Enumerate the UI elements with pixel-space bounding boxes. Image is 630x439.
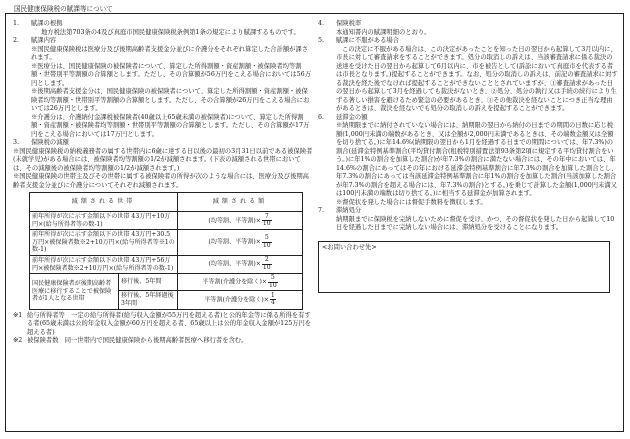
fraction-denominator: 10 (262, 220, 271, 228)
section-2-note: ※国民健康保険税は医療分及び後期高齢者支援金分並びに介護分をそれぞれ算定した合計額が課されます。 (31, 45, 309, 61)
section-number: 1. (13, 20, 20, 27)
section-4-body: 本通知書内の賦課明細のとおり。 (336, 28, 431, 36)
footnote-text: 給与所得者等 一定の給与所得者(給与収入金額が55万円を超える者)と公的年金等に係る所得を有する者(65歳未満は公的年金収入金額が60万円を超える者、65歳以上は公的年金収入金額が125万円を超える者) (27, 311, 312, 336)
section-6-note: ※督促状を発した場合には督促手数料を徴収します。 (336, 198, 487, 206)
table-row (30, 274, 303, 291)
section-5-heading (318, 37, 618, 46)
amount-text: (均等割、平等割)× (208, 239, 261, 247)
section-1-heading (13, 20, 313, 29)
table-header-row (30, 193, 303, 212)
footnote-2 (13, 337, 313, 346)
table-cell-period: 移行後、5年間 (119, 274, 178, 291)
section-2-note: ※医療分は、国民健康保険の被保険者について、算定した所得割額・資産割額・被保険者均等割額・世帯別平等割額の合算額とします。ただし、その合算額が56万円をこえる場合においては56万円とします。 (31, 62, 311, 87)
section-title: 保険税の減額 (31, 139, 69, 146)
section-title: 賦課の根拠 (31, 20, 63, 27)
section-6-heading (318, 114, 618, 123)
amount-text: 平等割(介護分を除く)× (204, 296, 269, 304)
table-cell-amount (178, 255, 303, 273)
section-number: 3. (13, 139, 20, 146)
footnote-key: ※1 (13, 311, 23, 319)
fraction (262, 235, 272, 249)
table-row (30, 255, 303, 273)
section-number: 2. (13, 37, 20, 44)
fraction (262, 214, 272, 228)
section-6-body: ※納期限までに納付されていない場合には、納期限の翌日から納付の日までの期間の日数に応じ税額(1,000円未満の端数があるとき、又は全額が2,000円未満であるときは、その端数金額又は全額を切り捨てる。)に年14.6%(納期限の翌日から1月を経過する日までの期間については、年7.3%)の割合(延滞金特例基準割合(平均貸付割合(租税特別措置法第93条第2項に規定する平均貸付割合をいう。)に年1%の割合を加算した割合)が年7.3%の割合に満たない場合には、その年中においては、年14.6%の割合にあってはその年における延滞金特例基準割合に年7.3%の割合を加算した割合とし、年7.3%の割合にあっては当該延滞金特例基準割合に年1%の割合を加算した割合(当該加算した割合が年7.3%の割合を超える場合には、年7.3%の割合)とする。)を乗じて計算した金額(1,000円未満又は100円未満の端数は切り捨てる。)に相当する延滞金が加算されます。 (336, 122, 618, 197)
fraction-denominator: 10 (262, 264, 271, 272)
contact-label: <お問い合わせ先> (322, 243, 377, 251)
amount-text: (均等割、平等割)× (208, 261, 261, 269)
section-4-heading (318, 20, 618, 29)
section-number: 4. (318, 20, 325, 27)
contact-box (318, 241, 610, 293)
fraction-numerator: 7 (262, 214, 272, 222)
table-cell-amount (178, 212, 303, 230)
table-cell-household: 前年所得が次に示す金額以下の世帯 43万円+10万円×(給与所得者等の数-1) (30, 212, 178, 230)
fraction-numerator: 5 (262, 235, 272, 243)
table-header-household: 減額される世帯 (30, 193, 178, 212)
section-2-heading (13, 37, 313, 46)
table-cell-household: 前年所得が次に示す金額以下の世帯 43万円+56万円×被保険者数※2+10万円×(給与所得者等の数-1) (30, 255, 178, 273)
section-2-note: ※後期高齢者支援金分は、国民健康保険の被保険者について、算定した所得割額・資産割額・被保険者均等割額・世帯別平等割額の合算額とします。ただし、その合算額が26万円をこえる場合においては26万円とします。 (31, 88, 310, 112)
section-number: 6. (318, 113, 325, 121)
section-number: 5. (318, 37, 325, 44)
table-row (30, 230, 303, 256)
section-title: 滞納処分 (336, 207, 362, 214)
section-1-body: 地方税法第703条の4及び真庭市国民健康保険税条例第1条の規定により賦課するものです。 (41, 28, 300, 36)
table-cell-household: 国民健康保険者が後期高齢者医療に移行することで被保険者が1人となる世帯 (30, 274, 119, 309)
footnote-1 (13, 312, 313, 338)
section-title: 延滞金の額 (336, 113, 368, 121)
notice-title: 国民健康保険税の賦課等について (14, 5, 113, 13)
section-title: 保険税率 (336, 20, 362, 27)
amount-text: 平等割(介護分を除く)× (202, 278, 267, 286)
fraction (262, 257, 272, 271)
section-3-heading (13, 139, 313, 148)
fraction-denominator: 10 (268, 281, 277, 289)
table-row (30, 212, 303, 230)
right-column (318, 20, 618, 293)
fraction-numerator: 1 (270, 291, 275, 299)
section-5-body: この決定に不服がある場合は、この決定があったことを知った日の翌日から起算して3月以内に、市長に対して審査請求をすることができます。処分の取消しの訴えは、当該審査請求に係る裁決の送達を受けた日の翌日から起算して6月以内に、市を被告として(訴訟において真庭市を代表する者は市長となります。)提起することができます。なお、処分の取消しの訴えは、前記の審査請求に対する裁決を経た後でなければ提起することができないこととされていますが、①審査請求があった日の翌日から起算して3月を経過しても裁決がないとき、②処分、処分の執行又は手続の続行により生ずる著しい損害を避けるため緊急の必要があるとき、③その他裁決を経ないことにつき正当な理由があるときは、裁決を経ないでも処分の取消しの訴えを提起することができます。 (336, 45, 618, 112)
section-number: 7. (318, 207, 325, 214)
section-3-note: ※国民健康保険の世帯主及びその世帯に属する被保険者の所得が次のような場合には、医療分及び後期高齢者支援金分並びに介護分についてそれぞれ減額されます。 (13, 173, 309, 189)
table-cell-amount (178, 291, 303, 309)
table-cell-period: 移行後、5年経過後3年間 (119, 291, 178, 309)
fraction-numerator: 5 (268, 275, 278, 283)
section-2-note: ※介護分は、介護納付金課税被保険者(40歳以上65歳未満の被保険者)について、算定した所得割額・資産割額・被保険者均等割額・世帯別平等割額の合算額とします。ただし、その合算額が17万円をこえる場合においては17万円とします。 (31, 113, 310, 138)
table-cell-amount (178, 230, 303, 256)
fraction (268, 275, 278, 289)
table-cell-amount (178, 274, 303, 291)
footnote-text: 被保険者数 同一世帯内で国民健康保険から後期高齢者医療へ移行者を含む。 (27, 337, 248, 345)
footnote-key: ※2 (13, 337, 23, 345)
section-3-note: ※国民健康保険税の納税義務者の属する世帯内に6歳に達する日以後の最初の3月31日以前である被保険者(未就学児)がある場合には、被保険者均等割額の1/2が減額されます。(下表の減額される世帯においては、その減額後の被保険者均等割額の1/2が減額されます。) (13, 147, 313, 172)
fraction-denominator: 10 (262, 242, 271, 250)
section-7-body: 納期限までに保険税を完納しないために督促を受け、かつ、その督促状を発した日から起算して10日を経過した日までに完納しない場合には、滞納処分を受けることになります。 (336, 215, 615, 231)
section-title: 賦課に不服がある場合 (336, 37, 399, 44)
table-cell-household: 前年所得が次に示す金額以下の世帯 43万円+30.5万円×被保険者数※2+10万円×(給与所得者等※1の数-1) (30, 230, 178, 256)
section-7-heading (318, 207, 618, 216)
left-column (13, 20, 313, 346)
section-title: 賦課内容 (31, 37, 57, 44)
amount-text: (均等割、平等割)× (208, 217, 261, 225)
reduction-table (29, 192, 303, 310)
fraction (270, 293, 276, 307)
fraction-denominator: 4 (270, 299, 275, 307)
fraction-numerator: 2 (262, 257, 272, 265)
table-header-amount: 減額される額 (178, 193, 303, 212)
